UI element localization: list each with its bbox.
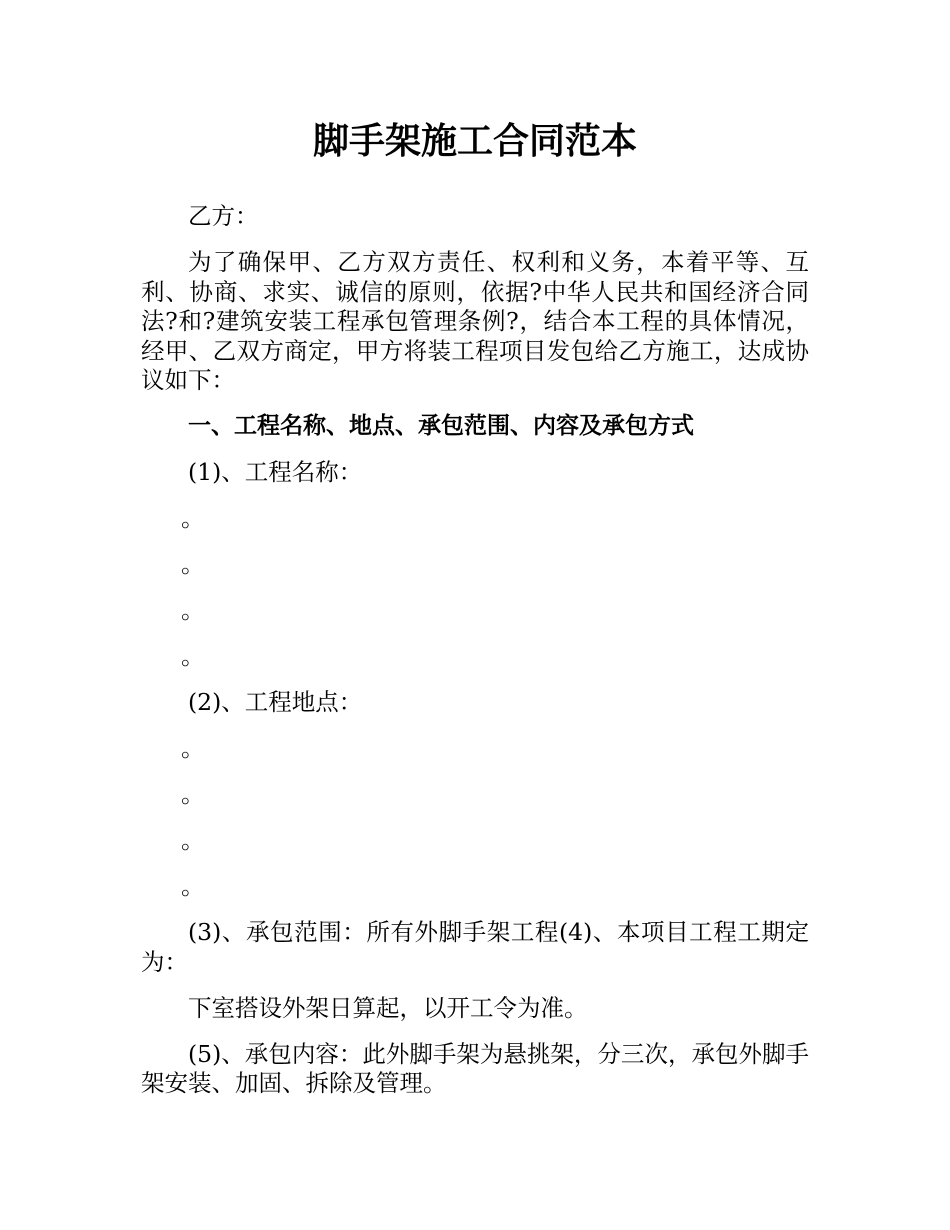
item-2-blank: 。: [181, 780, 205, 808]
intro-paragraph: 为了确保甲、乙方双方责任、权利和义务，本着平等、互利、协商、求实、诚信的原则，依据?中华人民共和国经济合同法?和?建筑安装工程承包管理条例?，结合本工程的具体情况，经甲、乙双方商定，甲方将装工程项目发包给乙方施工，达成协议如下：: [141, 248, 809, 394]
item-1-blank: 。: [181, 596, 205, 624]
item-1-blank: 。: [181, 642, 205, 670]
item-2-blank: 。: [181, 826, 205, 854]
item-2-label: (2)、工程地点：: [188, 688, 363, 716]
document-title: 脚手架施工合同范本: [312, 121, 637, 162]
item-1-blank: 。: [181, 504, 205, 532]
item-2-blank: 。: [181, 734, 205, 762]
item-1-label: (1)、工程名称：: [188, 458, 363, 486]
item-3-4-paragraph: (3)、承包范围：所有外脚手架工程(4)、本项目工程工期定为：: [141, 918, 809, 976]
section-1-heading: 一、工程名称、地点、承包范围、内容及承包方式: [188, 413, 694, 439]
document-body: [141, 202, 809, 1115]
start-note-paragraph: 下室搭设外架日算起，以开工令为准。: [188, 993, 588, 1022]
item-5-paragraph: (5)、承包内容：此外脚手架为悬挑架，分三次，承包外脚手架安装、加固、拆除及管理。: [141, 1039, 809, 1097]
party-b-line: 乙方：: [188, 202, 259, 230]
item-2-blank: 。: [181, 872, 205, 900]
item-1-blank: 。: [181, 550, 205, 578]
